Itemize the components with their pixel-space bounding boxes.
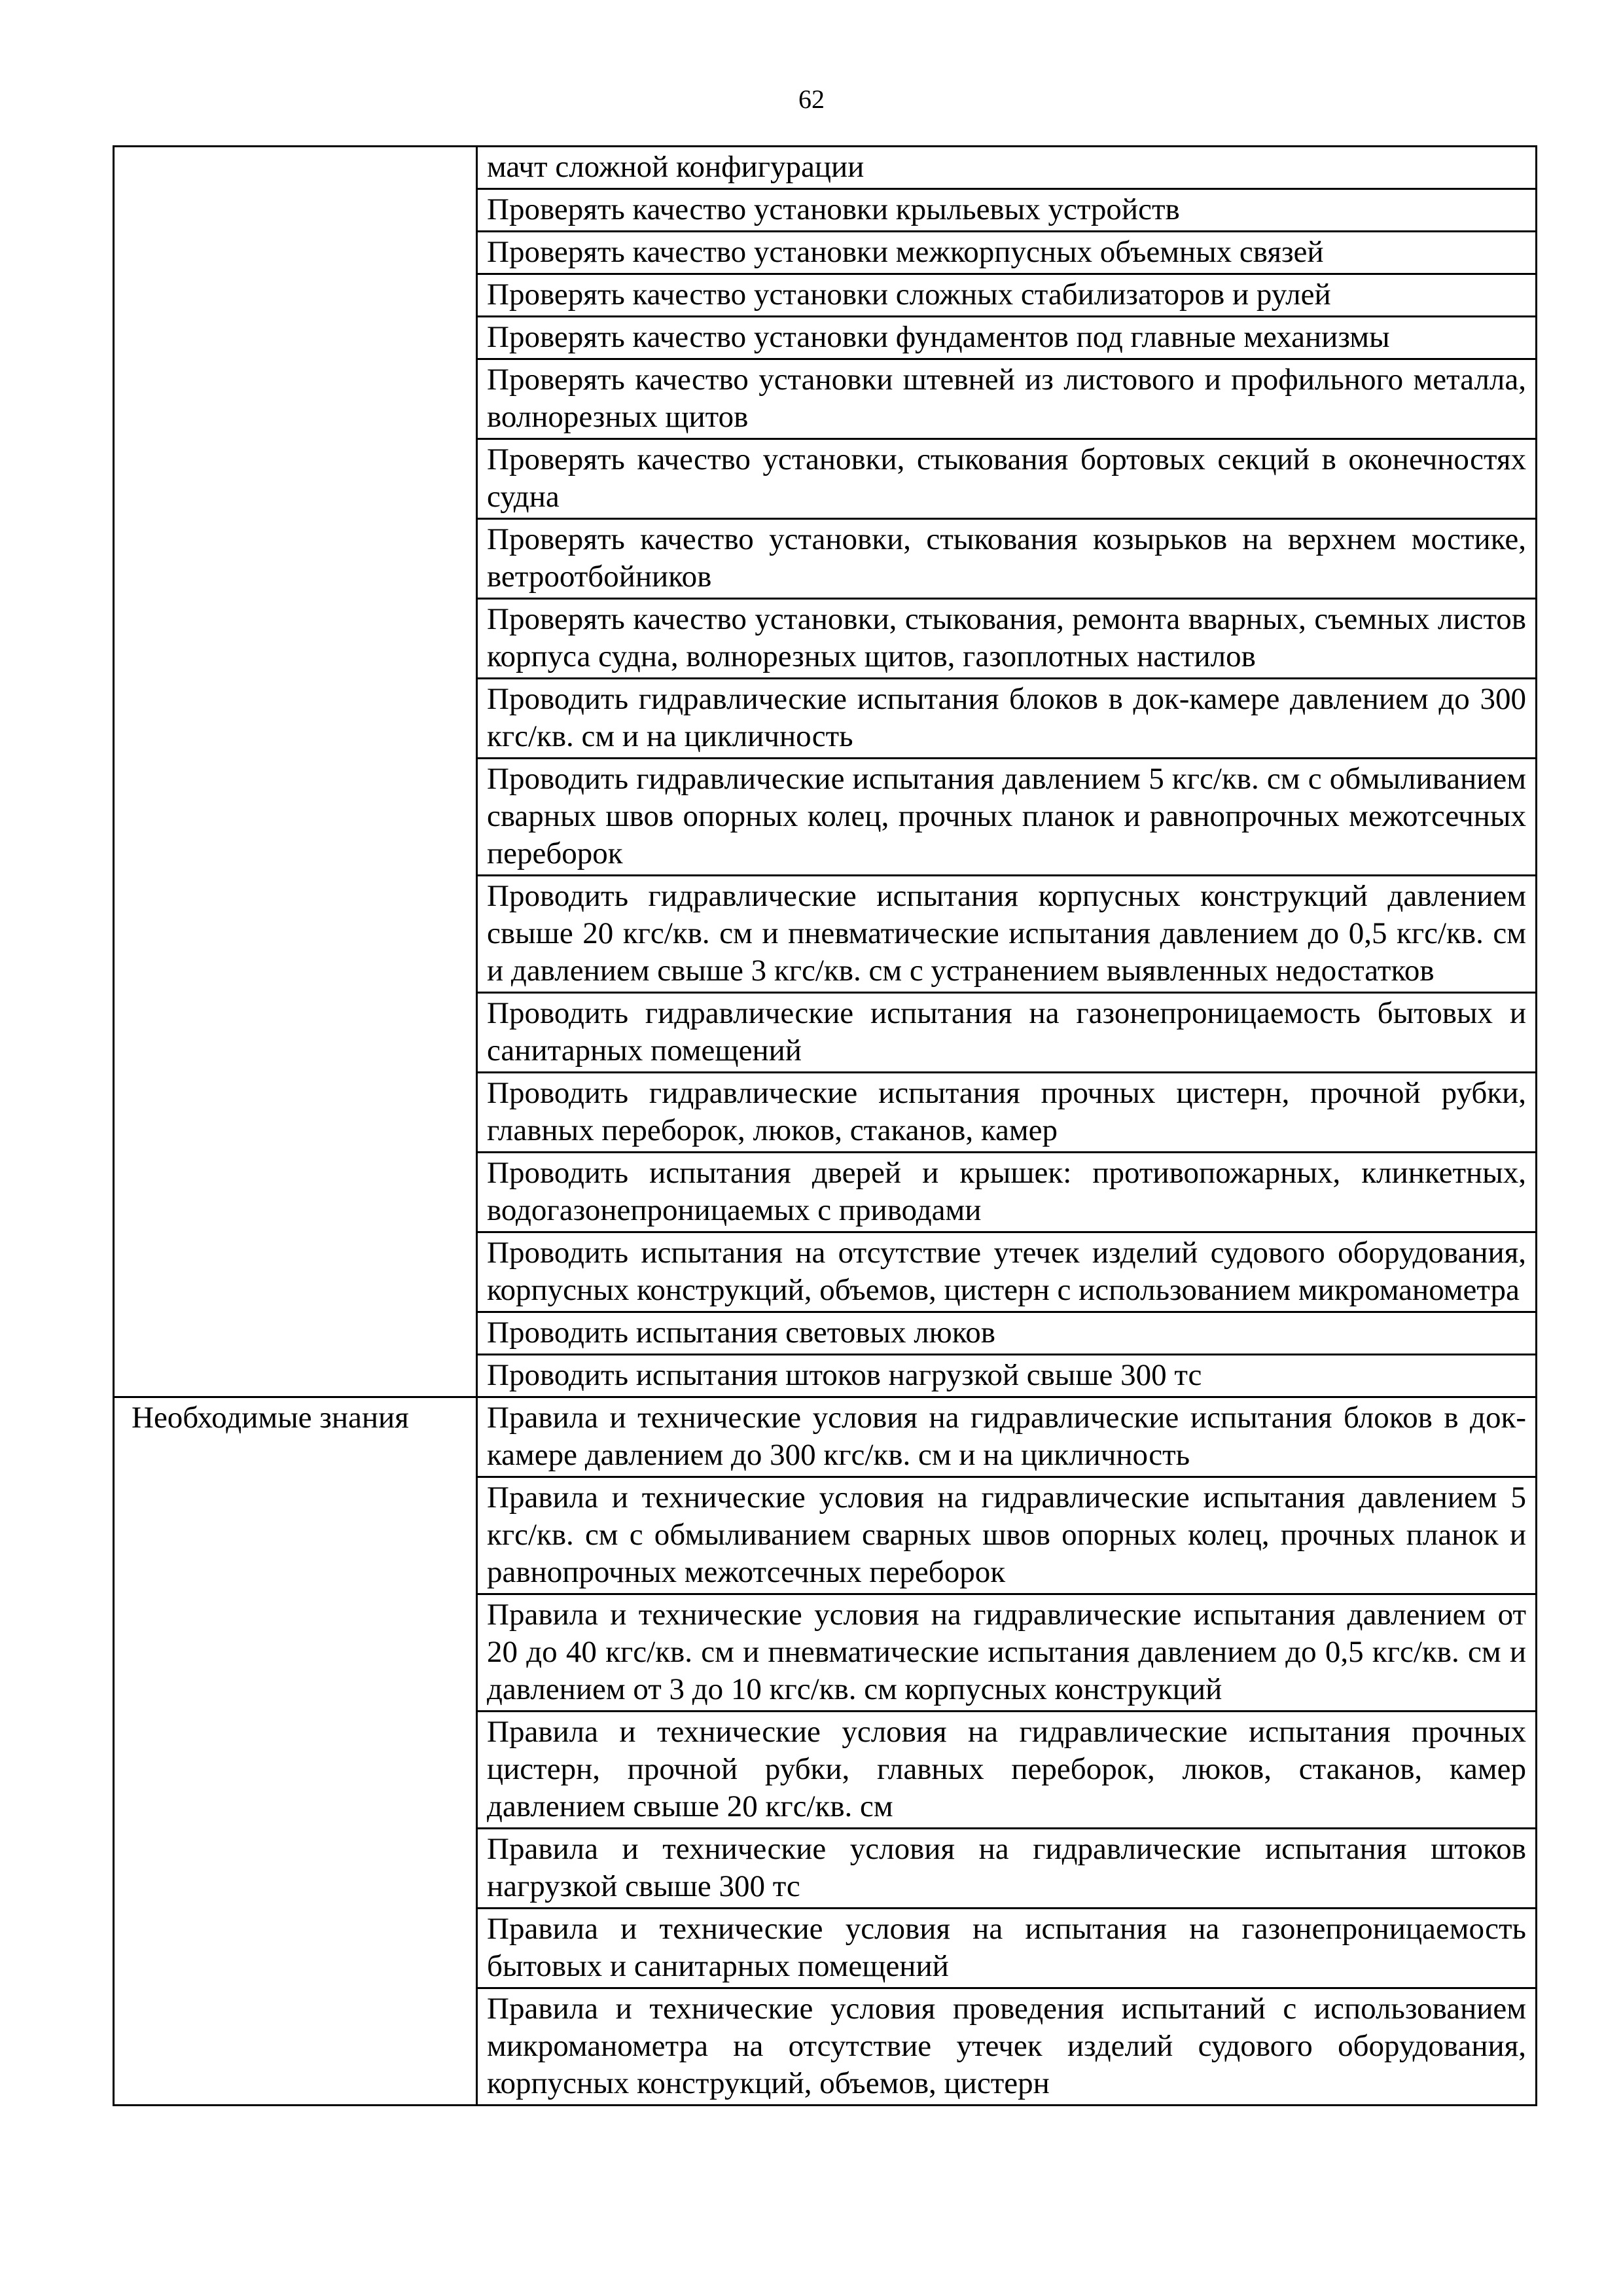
table-cell: Правила и технические условия проведения испытаний с использованием микроманометра на отсутствие утечек изделий судового оборудования, корпусных конструкций, объемов, цистерн (477, 1988, 1537, 2106)
table-row (114, 147, 1537, 189)
table-cell: Проверять качество установки, стыкования бортовых секций в оконечностях судна (477, 439, 1537, 519)
table-row (114, 1397, 1537, 1477)
table-cell: Правила и технические условия на гидравлические испытания блоков в док-камере давлением до 300 кгс/кв. см и на цикличность (477, 1397, 1537, 1477)
knowledge-label: Необходимые знания (114, 1397, 477, 2106)
table-cell: Проверять качество установки, стыкования, ремонта вварных, съемных листов корпуса судна, волнорезных щитов, газоплотных настилов (477, 599, 1537, 679)
page-number: 62 (798, 84, 825, 114)
table-cell: Правила и технические условия на гидравлические испытания давлением 5 кгс/кв. см с обмыливанием сварных швов опорных колец, прочных планок и равнопрочных межотсечных переборок (477, 1477, 1537, 1594)
table-cell: Проводить гидравлические испытания блоков в док-камере давлением до 300 кгс/кв. см и на цикличность (477, 679, 1537, 759)
table-cell: Проверять качество установки штевней из листового и профильного металла, волнорезных щитов (477, 359, 1537, 439)
table-cell: Правила и технические условия на гидравлические испытания штоков нагрузкой свыше 300 тс (477, 1829, 1537, 1909)
table-cell: Проводить гидравлические испытания прочных цистерн, прочной рубки, главных переборок, люков, стаканов, камер (477, 1073, 1537, 1153)
table-cell: Проверять качество установки межкорпусных объемных связей (477, 232, 1537, 274)
table-cell: Проверять качество установки, стыкования козырьков на верхнем мостике, ветроотбойников (477, 519, 1537, 599)
table-cell: Проверять качество установки фундаментов под главные механизмы (477, 317, 1537, 359)
table-cell: Проверять качество установки сложных стабилизаторов и рулей (477, 274, 1537, 317)
table-cell: Проводить гидравлические испытания корпусных конструкций давлением свыше 20 кгс/кв. см и пневматические испытания давлением до 0,5 кгс/кв. см и давлением свыше 3 кгс/кв. см с устранением выявленных недостатков (477, 876, 1537, 993)
requirements-table (113, 145, 1537, 2106)
table-cell: Проводить гидравлические испытания на газонепроницаемость бытовых и санитарных помещений (477, 993, 1537, 1073)
table-cell: мачт сложной конфигурации (477, 147, 1537, 189)
table-cell: Проводить испытания дверей и крышек: противопожарных, клинкетных, водогазонепроницаемых с приводами (477, 1153, 1537, 1232)
table-cell: Правила и технические условия на испытания на газонепроницаемость бытовых и санитарных помещений (477, 1909, 1537, 1988)
table-cell: Проводить испытания на отсутствие утечек изделий судового оборудования, корпусных конструкций, объемов, цистерн с использованием микроманометра (477, 1232, 1537, 1312)
table-cell: Правила и технические условия на гидравлические испытания прочных цистерн, прочной рубки, главных переборок, люков, стаканов, камер давлением свыше 20 кгс/кв. см (477, 1712, 1537, 1829)
table-cell: Проводить гидравлические испытания давлением 5 кгс/кв. см с обмыливанием сварных швов опорных колец, прочных планок и равнопрочных межотсечных переборок (477, 759, 1537, 876)
table-cell: Проводить испытания штоков нагрузкой свыше 300 тс (477, 1355, 1537, 1397)
table-cell: Проводить испытания световых люков (477, 1312, 1537, 1355)
skills-label-cell (114, 147, 477, 1397)
table-cell: Правила и технические условия на гидравлические испытания давлением от 20 до 40 кгс/кв. см и пневматические испытания давлением до 0,5 кгс/кв. см и давлением от 3 до 10 кгс/кв. см корпусных конструкций (477, 1594, 1537, 1712)
table-cell: Проверять качество установки крыльевых устройств (477, 189, 1537, 232)
